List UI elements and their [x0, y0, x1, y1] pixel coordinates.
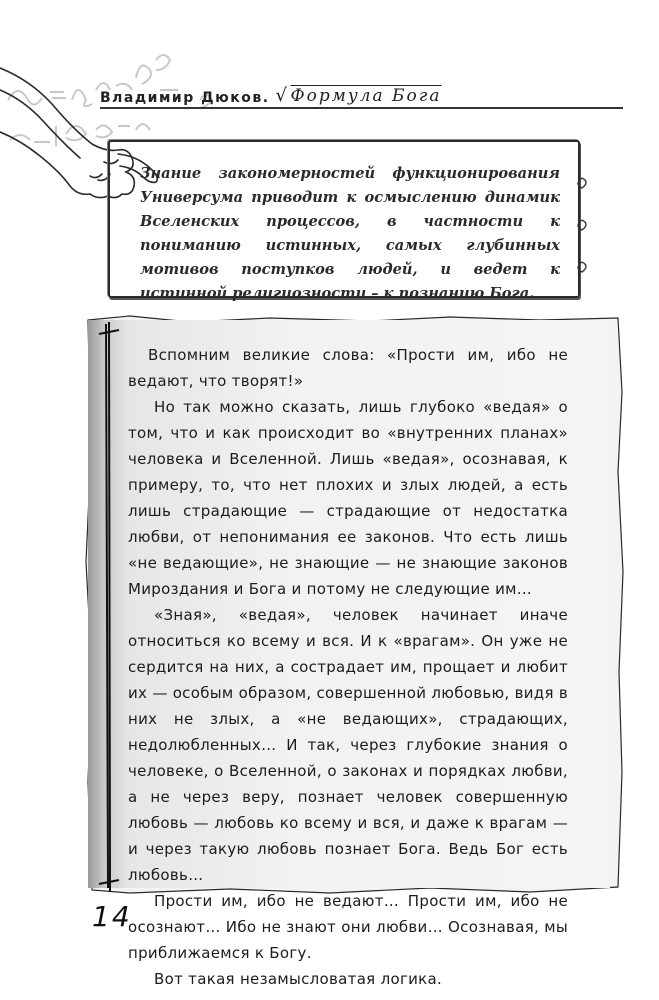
sqrt-symbol-icon: √ [275, 85, 289, 106]
body-text [128, 342, 568, 992]
header-rule [100, 107, 623, 109]
body-paragraph: Вспомним великие слова: «Прости им, ибо не ведают, что творят!» [128, 346, 568, 390]
epigraph-box [108, 140, 580, 302]
body-paragraph: Вот такая незамысловатая логика. [154, 970, 443, 988]
handdrawn-margin-line [97, 322, 121, 892]
binding-rings-icon [572, 172, 592, 282]
body-paragraph: Но так можно сказать, лишь глубоко «ведая» о том, что и как происходит во «внутренних планах» человека и Вселенной. Лишь «ведая», осознавая, к примеру, то, что нет плохих и злых людей, а есть лишь страдающие — страдающие от недостатка любви, от непонимания ее законов. Что есть лишь «не ведающие», не знающие — не знающие законов Мироздания и Бога и потому не следующие им… [128, 398, 568, 598]
body-paragraph: «Зная», «ведая», человек начинает иначе относиться ко всему и вся. И к «врагам». Он уже не сердится на них, а сострадает им, прощает и любит их — особым образом, совершенной любовью, видя в них не злых, а «не ведающих», страдающих, недолюбленных… И так, через глубокие знания о человеке, о Вселенной, о законах и порядках любви, а не через веру, познает человек совершенную любовь — любовь ко всему и вся, и даже к врагам — и через такую любовь познает Бога. Ведь Бог есть любовь… [128, 606, 568, 884]
running-header [100, 76, 619, 106]
page-number: 14 [92, 900, 132, 933]
epigraph-text: Знание закономерностей функционирования Универсума приводит к осмыслению динамик Вселенских процессов, в частности к пониманию истинных, самых глубинных мотивов поступков людей, и ведет к истинной религиозности – к познанию Бога. [140, 165, 560, 302]
header-book-title: Формула Бога [290, 86, 442, 106]
body-paragraph: Прости им, ибо не ведают… Прости им, ибо не осознают… Ибо не знают они любви… Осознавая, мы приближаемся к Богу. [128, 892, 568, 962]
header-author: Владимир Дюков. [100, 90, 270, 106]
